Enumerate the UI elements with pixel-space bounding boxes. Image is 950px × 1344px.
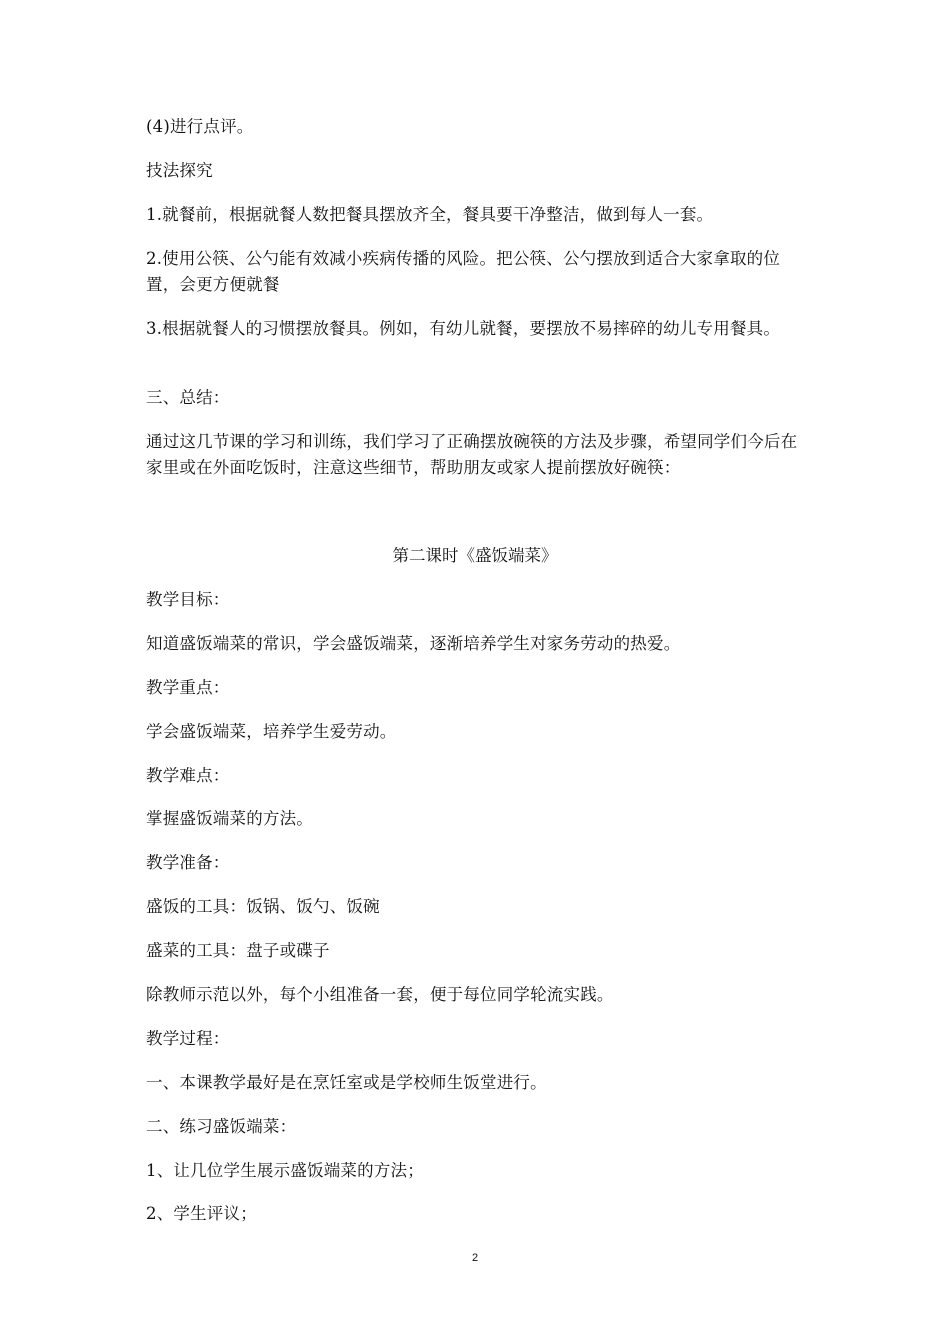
paragraph-summary-heading: 三、总结： (146, 388, 230, 407)
paragraph-review-step: (4)进行点评。 (146, 117, 254, 136)
heading-key-point: 教学重点： (146, 678, 230, 697)
paragraph-process-2: 二、练习盛饭端菜： (146, 1117, 297, 1136)
paragraph-technique-heading: 技法探究 (146, 161, 213, 180)
paragraph-process-2-1: 1、让几位学生展示盛饭端菜的方法； (146, 1161, 424, 1180)
heading-difficulty: 教学难点： (146, 766, 230, 785)
heading-preparation: 教学准备： (146, 853, 230, 872)
paragraph-rice-tools: 盛饭的工具：饭锅、饭勺、饭碗 (146, 897, 380, 916)
section-title: 第二课时《盛饭端菜》 (392, 546, 558, 565)
paragraph-key-point: 学会盛饭端菜，培养学生爱劳动。 (146, 722, 397, 741)
heading-teaching-process: 教学过程： (146, 1029, 230, 1048)
paragraph-technique-2: 2.使用公筷、公勺能有效减小疾病传播的风险。把公筷、公勺摆放到适合大家拿取的位置，会更方便就餐 (146, 249, 781, 294)
paragraph-difficulty: 掌握盛饭端菜的方法。 (146, 809, 313, 828)
paragraph-process-2-2: 2、学生评议； (146, 1204, 257, 1223)
paragraph-process-1: 一、本课教学最好是在烹饪室或是学校师生饭堂进行。 (146, 1073, 547, 1092)
paragraph-technique-3: 3.根据就餐人的习惯摆放餐具。例如，有幼儿就餐，要摆放不易摔碎的幼儿专用餐具。 (146, 319, 781, 338)
page-number: 2 (471, 1252, 479, 1264)
paragraph-group-preparation: 除教师示范以外，每个小组准备一套，便于每位同学轮流实践。 (146, 985, 614, 1004)
paragraph-teaching-goal: 知道盛饭端菜的常识，学会盛饭端菜，逐渐培养学生对家务劳动的热爱。 (146, 634, 681, 653)
paragraph-dish-tools: 盛菜的工具：盘子或碟子 (146, 941, 330, 960)
paragraph-technique-1: 1.就餐前，根据就餐人数把餐具摆放齐全，餐具要干净整洁，做到每人一套。 (146, 205, 714, 224)
heading-teaching-goal: 教学目标： (146, 590, 230, 609)
paragraph-summary-body: 通过这几节课的学习和训练，我们学习了正确摆放碗筷的方法及步骤，希望同学们今后在家里或在外面吃饭时，注意这些细节，帮助朋友或家人提前摆放好碗筷： (146, 432, 798, 477)
